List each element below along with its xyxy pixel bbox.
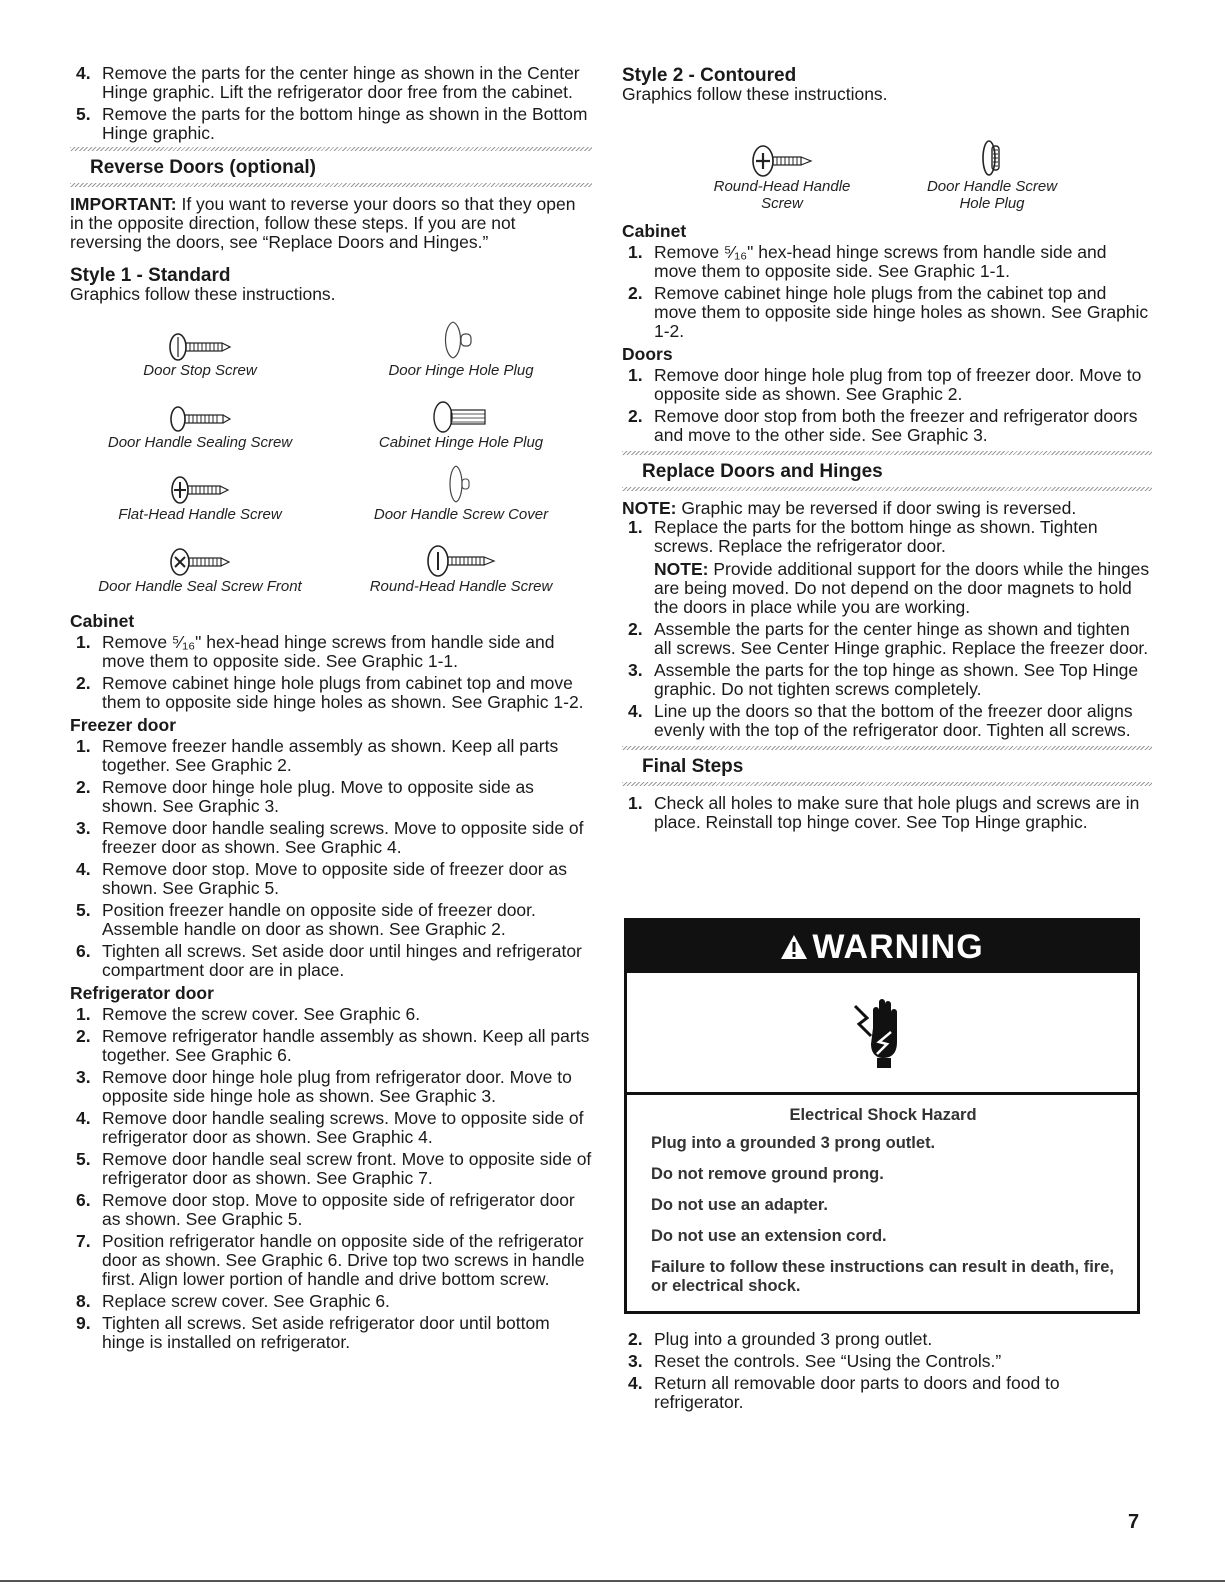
list-item	[622, 407, 1152, 445]
step-text: Remove ⁵⁄₁₆" hex-head hinge screws from handle side and move them to opposite side. See Graphic 1-1.	[654, 242, 1107, 281]
cabinet-steps	[622, 243, 1152, 341]
cabinet-heading: Cabinet	[70, 611, 135, 631]
warning-line: Plug into a grounded 3 prong outlet.	[651, 1134, 936, 1152]
step-number: 2.	[628, 619, 643, 639]
step-number: 4.	[628, 701, 643, 721]
step-number: 3.	[628, 660, 643, 680]
step-text: Remove door stop. Move to opposite side of freezer door as shown. See Graphic 5.	[102, 859, 567, 898]
part-caption: Flat-Head Handle Screw	[118, 506, 282, 523]
step-text: Check all holes to make sure that hole plugs and screws are in place. Reinstall top hinge cover. See Top Hinge graphic.	[654, 793, 1140, 832]
step-number: 8.	[76, 1291, 91, 1311]
step-number: 2.	[628, 283, 643, 303]
step-text: Line up the doors so that the bottom of the freezer door aligns evenly with the top of the refrigerator door. Tighten all screws.	[654, 701, 1133, 740]
cabinet-steps	[70, 633, 592, 712]
list-item	[70, 778, 592, 816]
final-steps	[622, 794, 1152, 832]
part-caption: Cabinet Hinge Hole Plug	[378, 434, 544, 451]
step-text: Remove door handle sealing screws. Move to opposite side of freezer door as shown. See Graphic 4.	[102, 818, 584, 857]
step-text: Remove the screw cover. See Graphic 6.	[102, 1004, 421, 1024]
list-item	[70, 1150, 592, 1188]
step-number: 4.	[76, 1108, 91, 1128]
part-door-hinge-hole-plug	[330, 318, 592, 390]
page-number: 7	[1128, 1511, 1140, 1533]
step-text: Remove the parts for the center hinge as shown in the Center Hinge graphic. Lift the refrigerator door free from the cabinet.	[102, 63, 580, 102]
replace-steps	[622, 518, 1152, 740]
part-round-head-handle-screw	[712, 122, 852, 216]
note-label: NOTE:	[654, 559, 709, 579]
screw-icon	[168, 332, 232, 362]
step-text: Position freezer handle on opposite side of freezer door. Assemble handle on door as shown. See Graphic 2.	[102, 900, 536, 939]
section-divider	[70, 183, 592, 187]
freezer-door-heading: Freezer door	[70, 715, 176, 735]
note-text: Provide additional support for the doors while the hinges are being moved. Do not depend on the door magnets to hold the doors in place while you are working.	[654, 559, 1150, 617]
section-title-final-steps: Final Steps	[642, 756, 744, 777]
hazard-title: Electrical Shock Hazard	[789, 1106, 977, 1124]
step-text: Remove door stop from both the freezer and refrigerator doors and move to the other side. See Graphic 3.	[654, 406, 1138, 445]
step-text: Remove the parts for the bottom hinge as shown in the Bottom Hinge graphic.	[102, 104, 588, 143]
warning-banner	[627, 921, 1137, 973]
screw-icon	[751, 144, 813, 178]
list-item	[70, 942, 592, 980]
step-text: Assemble the parts for the center hinge as shown and tighten all screws. See Center Hinge graphic. Replace the freezer door.	[654, 619, 1149, 658]
part-caption: Round-Head Handle Screw	[369, 578, 553, 595]
list-item	[622, 794, 1152, 832]
list-item	[70, 1109, 592, 1147]
cabinet-heading: Cabinet	[622, 221, 687, 241]
style1-subtitle: Graphics follow these instructions.	[70, 284, 336, 304]
step-number: 5.	[76, 900, 91, 920]
part-caption: Door Stop Screw	[143, 362, 257, 379]
step-number: 6.	[76, 1190, 91, 1210]
step-text: Remove door hinge hole plug from top of freezer door. Move to opposite side as shown. See Graphic 2.	[654, 365, 1142, 404]
step-text: Remove refrigerator handle assembly as shown. Keep all parts together. See Graphic 6.	[102, 1026, 590, 1065]
important-text: If you want to reverse your doors so that they open in the opposite direction, follow these steps. If you are not reversing the doors, see “Replace Doors and Hinges.”	[70, 194, 576, 252]
step-text: Plug into a grounded 3 prong outlet.	[654, 1329, 933, 1349]
list-item	[622, 366, 1152, 404]
step-number: 5.	[76, 104, 91, 124]
part-door-handle-seal-screw-front	[70, 534, 330, 606]
step-text: Assemble the parts for the top hinge as shown. See Top Hinge graphic. Do not tighten screws completely.	[654, 660, 1139, 699]
hole-plug-icon	[429, 400, 493, 434]
list-item	[70, 1005, 592, 1024]
final-steps-rest	[622, 1330, 1152, 1412]
screw-icon	[169, 546, 231, 578]
parts-legend-style2	[622, 122, 1152, 216]
section-title-replace-doors: Replace Doors and Hinges	[642, 461, 883, 482]
list-item	[70, 860, 592, 898]
step-number: 2.	[76, 1026, 91, 1046]
part-cabinet-hinge-hole-plug	[330, 390, 592, 462]
step-number: 2.	[628, 406, 643, 426]
step-text: Replace the parts for the bottom hinge as shown. Tighten screws. Replace the refrigerator door.	[654, 517, 1098, 556]
warning-line: Do not remove ground prong.	[651, 1165, 884, 1183]
final-steps-continued	[622, 1330, 1152, 1415]
step-number: 1.	[76, 632, 91, 652]
list-item	[70, 1068, 592, 1106]
list-item	[70, 674, 592, 712]
list-item	[622, 518, 1152, 617]
section-divider	[622, 782, 1152, 786]
list-item	[622, 1374, 1152, 1412]
step-number: 3.	[628, 1351, 643, 1371]
list-item	[70, 1027, 592, 1065]
step-number: 3.	[76, 1067, 91, 1087]
refrigerator-door-steps	[70, 1005, 592, 1352]
step-text: Tighten all screws. Set aside refrigerator door until bottom hinge is installed on refrigerator.	[102, 1313, 550, 1352]
inline-note	[654, 560, 1152, 617]
part-door-handle-sealing-screw	[70, 390, 330, 462]
part-door-handle-screw-cover	[330, 462, 592, 534]
part-caption: Door Handle Seal Screw Front	[98, 578, 302, 595]
step-number: 3.	[76, 818, 91, 838]
list-item	[622, 243, 1152, 281]
step-number: 6.	[76, 941, 91, 961]
list-item	[70, 1314, 592, 1352]
list-item	[622, 1352, 1152, 1371]
important-paragraph	[70, 195, 592, 252]
list-item	[70, 105, 592, 143]
list-item	[70, 1191, 592, 1229]
warning-triangle-icon	[780, 933, 808, 961]
doors-steps	[622, 366, 1152, 445]
step-number: 4.	[628, 1373, 643, 1393]
freezer-door-steps	[70, 737, 592, 980]
warning-text	[627, 1095, 1137, 1296]
electrical-shock-icon	[847, 988, 917, 1078]
bottom-rule	[0, 1580, 1225, 1582]
list-item	[70, 737, 592, 775]
step-text: Remove door stop. Move to opposite side of refrigerator door as shown. See Graphic 5.	[102, 1190, 575, 1229]
style1-title: Style 1 - Standard	[70, 265, 231, 286]
warning-line: Failure to follow these instructions can result in death, fire, or electrical shock.	[651, 1258, 1114, 1295]
step-text: Remove door handle sealing screws. Move to opposite side of refrigerator door as shown. See Graphic 4.	[102, 1108, 584, 1147]
list-item	[622, 284, 1152, 341]
step-text: Position refrigerator handle on opposite side of the refrigerator door as shown. See Graphic 6. Drive top two screws in handle first. Align lower portion of handle and drive bottom screw.	[102, 1231, 585, 1289]
refrigerator-door-heading: Refrigerator door	[70, 983, 214, 1003]
step-number: 2.	[76, 777, 91, 797]
part-caption: Door Handle Screw Hole Plug	[926, 178, 1058, 212]
step-number: 4.	[76, 859, 91, 879]
screw-icon	[170, 474, 230, 506]
warning-line: Do not use an extension cord.	[651, 1227, 887, 1245]
list-item	[70, 1232, 592, 1289]
step-text: Reset the controls. See “Using the Controls.”	[654, 1351, 1002, 1371]
part-caption: Door Handle Screw Cover	[373, 506, 549, 523]
list-item	[622, 702, 1152, 740]
note-label: NOTE:	[622, 498, 677, 518]
step-number: 1.	[628, 793, 643, 813]
list-item	[70, 819, 592, 857]
section-title-reverse-doors: Reverse Doors (optional)	[90, 157, 316, 178]
section-divider	[622, 487, 1152, 491]
warning-box	[624, 918, 1140, 1314]
style2-subtitle: Graphics follow these instructions.	[622, 84, 888, 104]
step-text: Remove cabinet hinge hole plugs from the cabinet top and move them to opposite side hinge holes as shown. See Graphic 1-2.	[654, 283, 1149, 341]
step-text: Remove ⁵⁄₁₆" hex-head hinge screws from handle side and move them to opposite side. See Graphic 1-1.	[102, 632, 555, 671]
screw-icon	[426, 544, 496, 578]
list-item	[622, 661, 1152, 699]
part-flat-head-handle-screw	[70, 462, 330, 534]
step-text: Remove door hinge hole plug. Move to opposite side as shown. See Graphic 3.	[102, 777, 534, 816]
step-number: 1.	[628, 517, 643, 537]
list-item	[622, 1330, 1152, 1349]
step-number: 9.	[76, 1313, 91, 1333]
list-item	[70, 633, 592, 671]
step-text: Return all removable door parts to doors and food to refrigerator.	[654, 1373, 1060, 1412]
step-text: Remove cabinet hinge hole plugs from cabinet top and move them to opposite side hinge holes as shown. See Graphic 1-2.	[102, 673, 584, 712]
list-item	[622, 620, 1152, 658]
step-number: 4.	[76, 63, 91, 83]
step-number: 1.	[76, 1004, 91, 1024]
step-text: Tighten all screws. Set aside door until hinges and refrigerator compartment door are in place.	[102, 941, 582, 980]
important-label: IMPORTANT:	[70, 194, 177, 214]
step-number: 2.	[628, 1329, 643, 1349]
step-text: Replace screw cover. See Graphic 6.	[102, 1291, 390, 1311]
part-round-head-handle-screw	[330, 534, 592, 606]
part-door-handle-screw-hole-plug	[922, 122, 1062, 216]
step-number: 5.	[76, 1149, 91, 1169]
screw-icon	[168, 404, 232, 434]
intro-steps	[70, 64, 592, 143]
part-door-stop-screw	[70, 318, 330, 390]
part-caption: Door Handle Sealing Screw	[107, 434, 293, 451]
step-number: 1.	[628, 365, 643, 385]
note-paragraph	[622, 499, 1152, 518]
screw-cover-icon	[446, 462, 476, 506]
step-text: Remove freezer handle assembly as shown. Keep all parts together. See Graphic 2.	[102, 736, 559, 775]
right-column	[622, 64, 1152, 835]
doors-heading: Doors	[622, 344, 673, 364]
list-item	[70, 1292, 592, 1311]
note-text: Graphic may be reversed if door swing is reversed.	[676, 498, 1077, 518]
step-number: 7.	[76, 1231, 91, 1251]
warning-line: Do not use an adapter.	[651, 1196, 828, 1214]
parts-legend	[70, 318, 592, 606]
part-caption: Door Hinge Hole Plug	[388, 362, 534, 379]
step-number: 1.	[76, 736, 91, 756]
left-column	[70, 64, 592, 1355]
warning-icon-area	[627, 973, 1137, 1095]
step-text: Remove door hinge hole plug from refrigerator door. Move to opposite side hinge hole as shown. See Graphic 3.	[102, 1067, 572, 1106]
hole-plug-icon	[981, 138, 1003, 178]
warning-title: WARNING	[812, 927, 984, 966]
list-item	[70, 901, 592, 939]
list-item	[70, 64, 592, 102]
part-caption: Round-Head Handle Screw	[713, 178, 851, 212]
step-text: Remove door handle seal screw front. Move to opposite side of refrigerator door as shown. See Graphic 7.	[102, 1149, 592, 1188]
step-number: 2.	[76, 673, 91, 693]
hole-plug-icon	[441, 318, 481, 362]
style2-title: Style 2 - Contoured	[622, 65, 797, 86]
step-number: 1.	[628, 242, 643, 262]
